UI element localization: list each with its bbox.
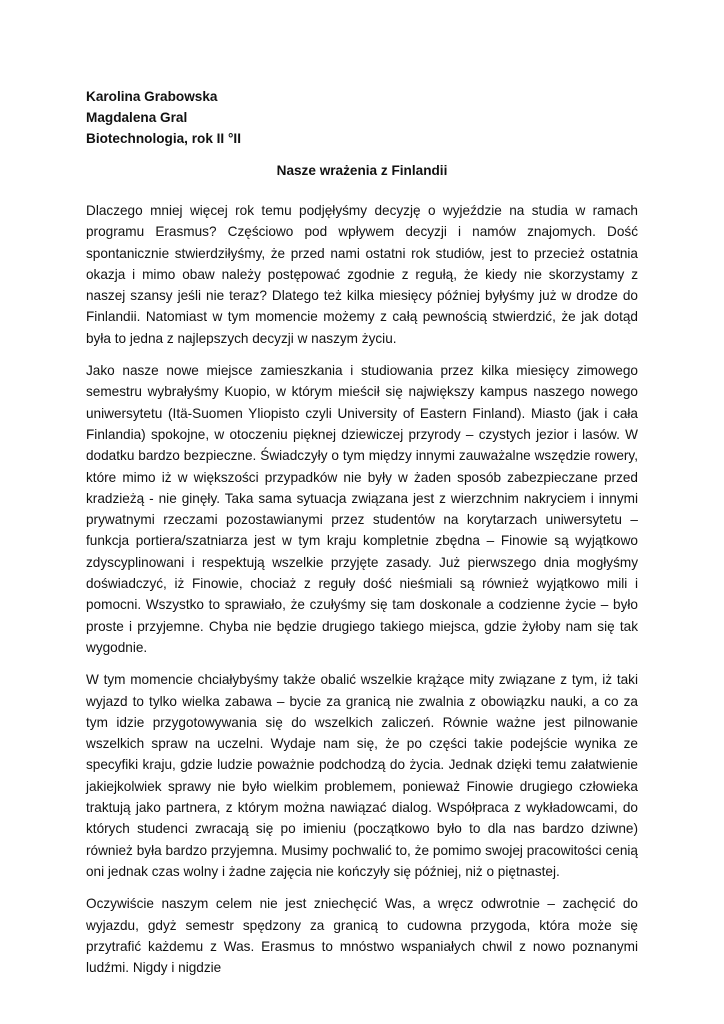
author-name-2: Magdalena Gral bbox=[86, 110, 188, 125]
author-block bbox=[86, 86, 638, 149]
paragraph-1: Dlaczego mniej więcej rok temu podjęłyśmy decyzję o wyjeździe na studia w ramach programu Erasmus? Częściowo pod wpływem decyzji i namów znajomych. Dość spontanicznie stwierdziłyśmy, że przed nami ostatni rok studiów, jest to przecież ostatnia okazja i mimo obaw należy postępować zgodnie z regułą, że kiedy nie skorzystamy z naszej szansy jeśli nie teraz? Dlatego też kilka miesięcy później byłyśmy już w drodze do Finlandii. Natomiast w tym momencie możemy z całą pewnością stwierdzić, że jak dotąd była to jedna z najlepszych decyzji w naszym życiu. bbox=[86, 203, 638, 346]
author-affiliation: Biotechnologia, rok II °II bbox=[86, 131, 241, 146]
paragraph-4: Oczywiście naszym celem nie jest zniechęcić Was, a wręcz odwrotnie – zachęcić do wyjazdu, gdyż semestr spędzony za granicą to cudowna przygoda, która może się przytrafić każdemu z Was. Erasmus to mnóstwo wspaniałych chwil z nowo poznanymi ludźmi. Nigdy i nigdzie bbox=[86, 896, 638, 976]
paragraph-3: W tym momencie chciałybyśmy także obalić wszelkie krążące mity związane z tym, iż taki wyjazd to tylko wielka zabawa – bycie za granicą nie zwalnia z obowiązku nauki, a co za tym idzie przygotowywania się do wszelkich zaliczeń. Równie ważne jest pilnowanie wszelkich spraw na uczelni. Wydaje nam się, że po części takie podejście wynika ze specyfiki kraju, gdzie ludzie poważnie podchodzą do życia. Jednak dzięki temu załatwienie jakiejkolwiek sprawy nie było wielkim problemem, ponieważ Finowie drugiego człowieka traktują jako partnera, z którym można nawiązać dialog. Współpraca z wykładowcami, do których studenci zwracają się po imieniu (początkowo było to dla nas bardzo dziwne) również była bardzo przyjemna. Musimy pochwalić to, że pomimo swojej pracowitości cenią oni jednak czas wolny i żadne zajęcia nie kończyły się później, niż o piętnastej. bbox=[86, 672, 638, 879]
author-name-1: Karolina Grabowska bbox=[86, 89, 218, 104]
paragraph-2: Jako nasze nowe miejsce zamieszkania i studiowania przez kilka miesięcy zimowego semestru wybrałyśmy Kuopio, w którym mieścił się największy kampus naszego nowego uniwersytetu (Itä-Suomen Yliopisto czyli University of Eastern Finland). Miasto (jak i cała Finlandia) spokojne, w otoczeniu pięknej dziewiczej przyrody – czystych jezior i lasów. W dodatku bardzo bezpieczne. Świadczyły o tym między innymi zauważalne wszędzie rowery, które mimo iż w większości przypadków nie były w żaden sposób zabezpieczane przed kradzieżą - nie ginęły. Taka sama sytuacja związana jest z wierzchnim nakryciem i innymi prywatnymi rzeczami pozostawianymi przez studentów na korytarzach uniwersytetu – funkcja portiera/szatniarza jest w tym kraju kompletnie zbędna – Finowie są wyjątkowo zdyscyplinowani i respektują wszelkie przyjęte zasady. Już pierwszego dnia mogłyśmy doświadczyć, iż Finowie, chociaż z reguły dość nieśmiali są również wyjątkowo mili i pomocni. Wszystko to sprawiało, że czułyśmy się tam doskonale a codzienne życie – było proste i przyjemne. Chyba nie będzie drugiego takiego miejsca, gdzie żyłoby nam się tak wygodnie. bbox=[86, 363, 638, 655]
document-title: Nasze wrażenia z Finlandii bbox=[276, 163, 448, 178]
